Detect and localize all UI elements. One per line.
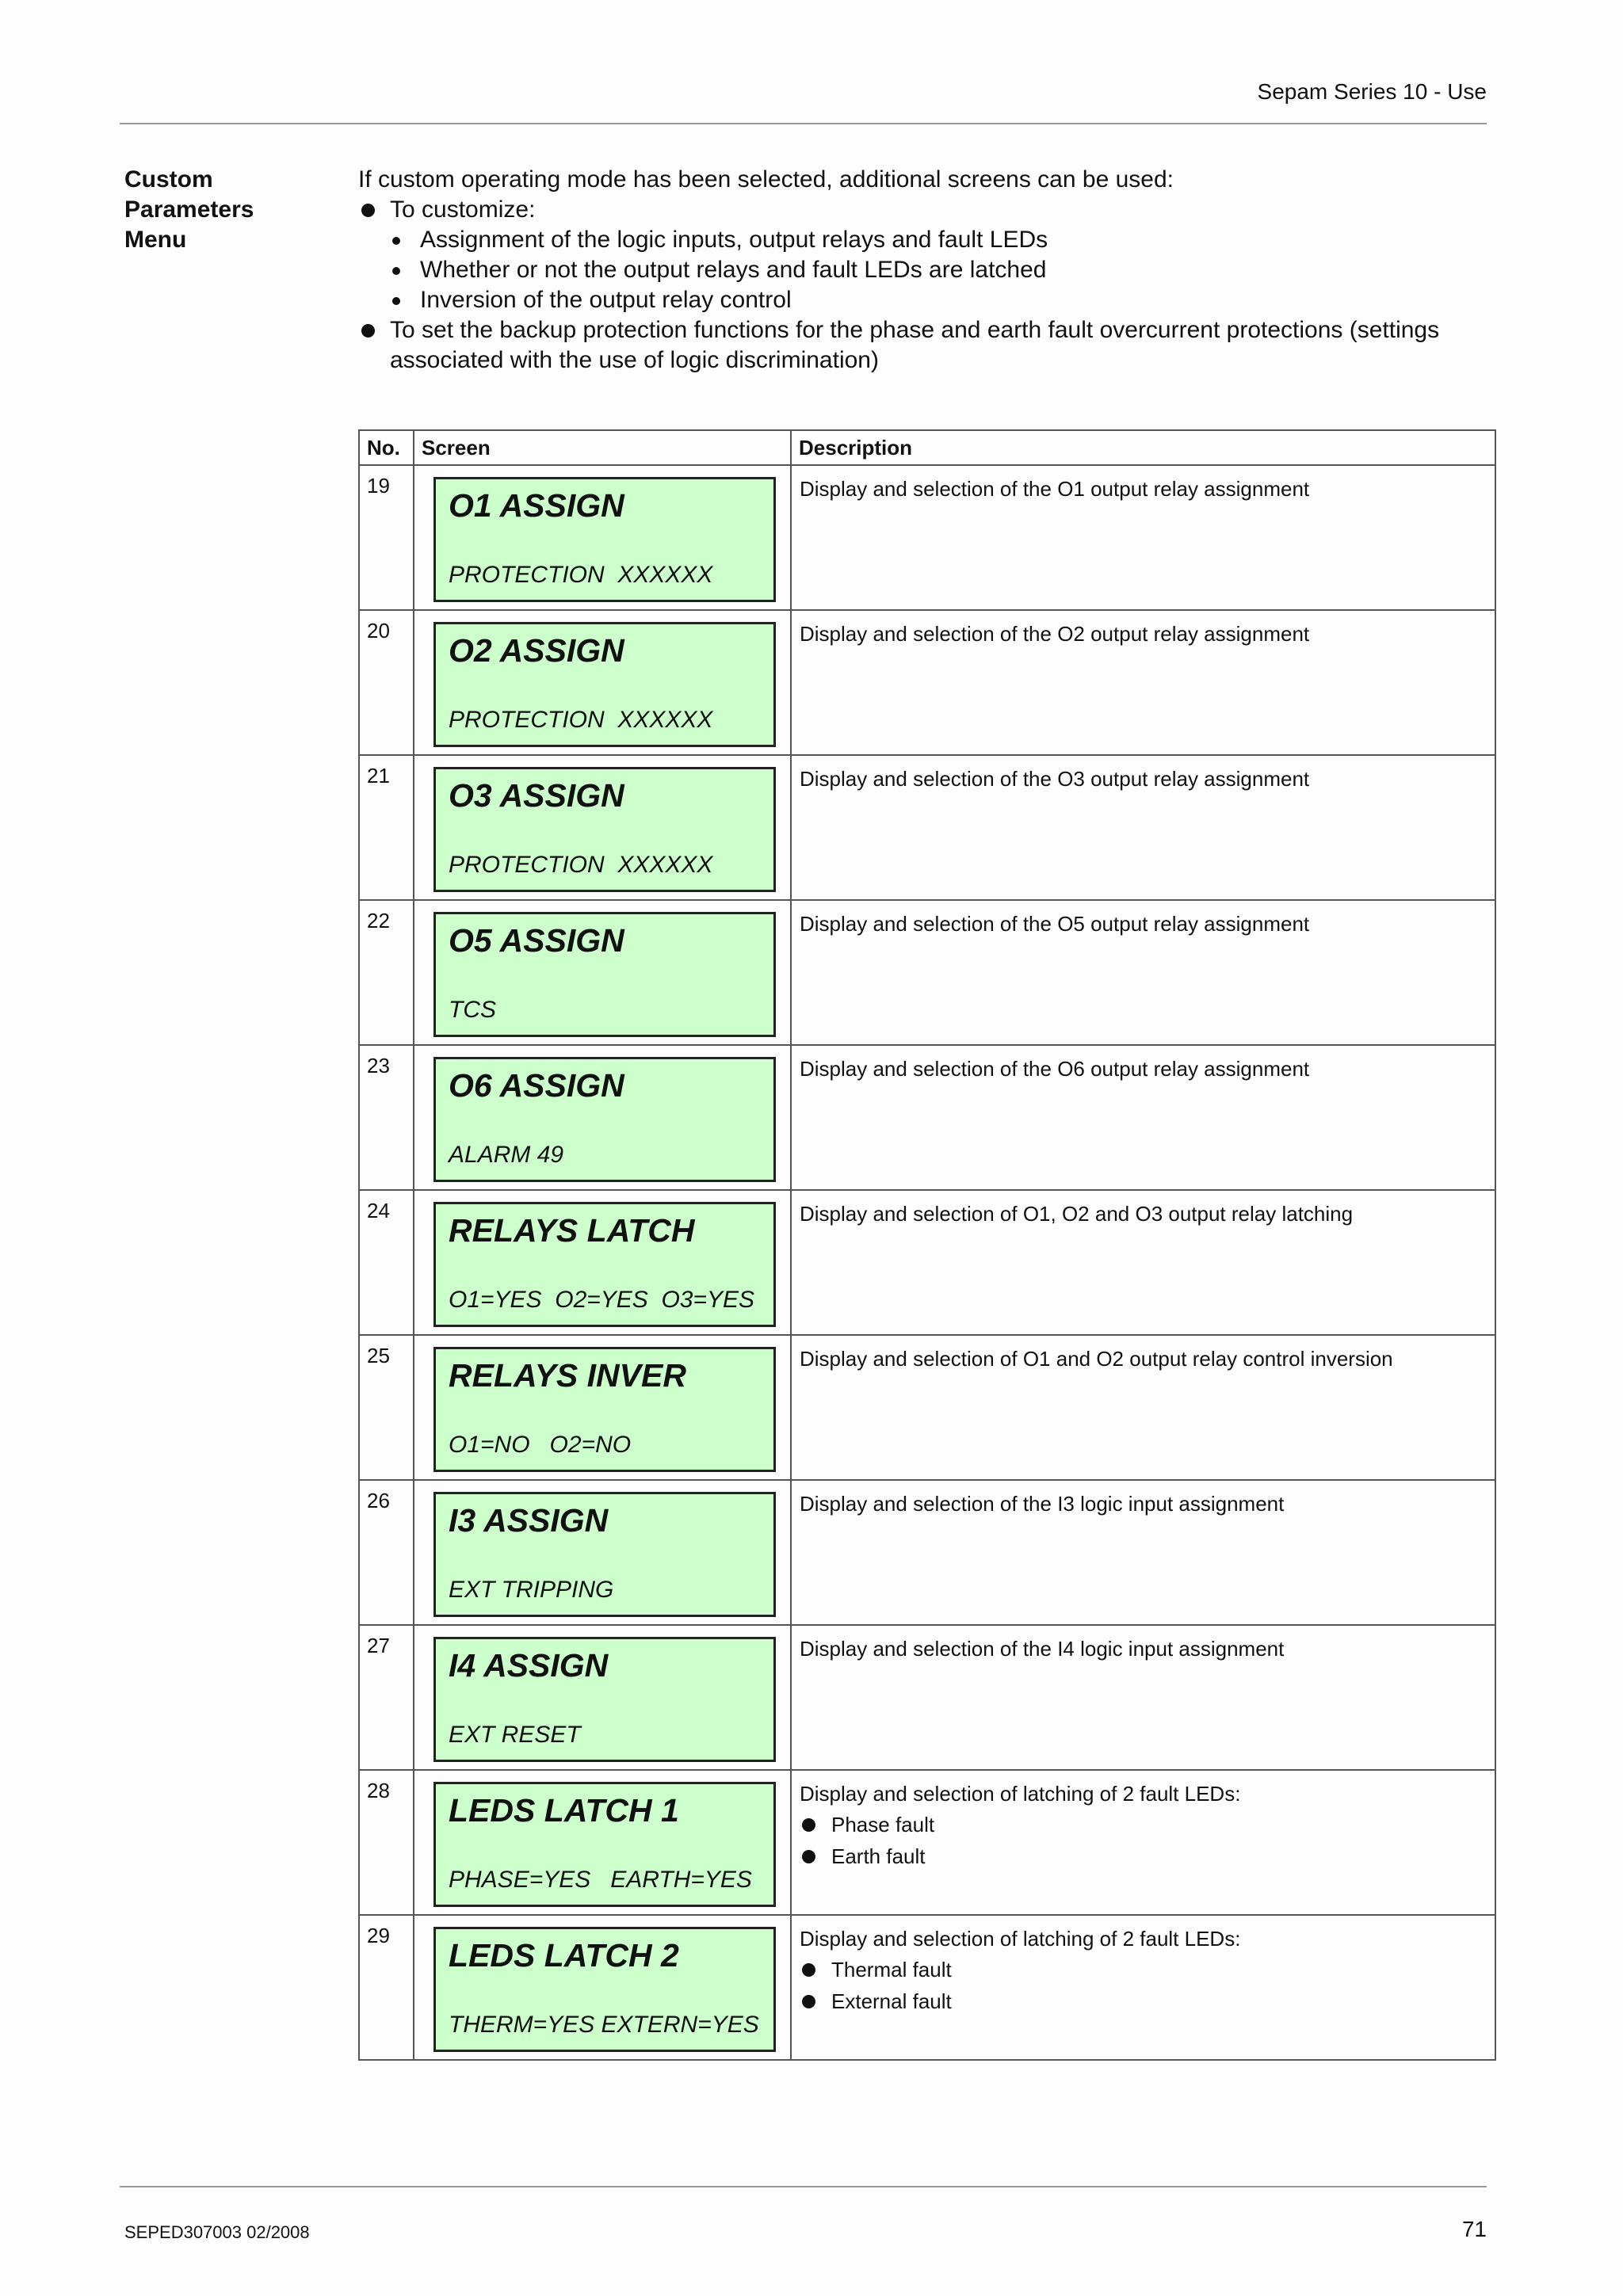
table-row xyxy=(359,1045,1495,1190)
bullet-icon xyxy=(392,237,400,245)
description-text: Display and selection of the O3 output relay assignment xyxy=(800,767,1310,791)
intro-bullet-continuation xyxy=(358,345,1499,376)
description-cell xyxy=(791,1915,1495,2060)
lcd-line-2: O1=NO O2=NO xyxy=(449,1432,632,1458)
row-number: 19 xyxy=(359,465,414,610)
intro-sub-bullet-text: Inversion of the output relay control xyxy=(420,287,792,313)
footer-rule xyxy=(120,2186,1487,2187)
description-cell xyxy=(791,1190,1495,1335)
screen-cell xyxy=(414,1045,791,1190)
description-bullet xyxy=(800,1954,1487,1985)
lcd-line-2: TCS xyxy=(449,997,496,1023)
lcd-line-1: LEDS LATCH 2 xyxy=(449,1937,679,1974)
lcd-line-2: EXT RESET xyxy=(449,1722,581,1748)
intro-bullet-text: To customize: xyxy=(390,196,536,223)
table-row xyxy=(359,900,1495,1045)
intro-sub-bullet xyxy=(358,255,1499,285)
lcd-line-2: THERM=YES EXTERN=YES xyxy=(449,2012,759,2038)
lcd-screen xyxy=(433,1202,776,1327)
table-row xyxy=(359,1625,1495,1770)
row-number: 24 xyxy=(359,1190,414,1335)
intro-bullet-text: To set the backup protection functions for the phase and earth fault overcurrent protections (settings xyxy=(390,317,1440,343)
description-cell xyxy=(791,1625,1495,1770)
row-number: 26 xyxy=(359,1480,414,1625)
description-bullet-text: Phase fault xyxy=(831,1813,935,1836)
page-header-title: Sepam Series 10 - Use xyxy=(1257,79,1487,104)
row-number: 27 xyxy=(359,1625,414,1770)
table-row xyxy=(359,755,1495,900)
row-number: 21 xyxy=(359,755,414,900)
intro-sub-bullet-text: Whether or not the output relays and fault LEDs are latched xyxy=(420,257,1047,283)
table-row xyxy=(359,465,1495,610)
lcd-line-2: PROTECTION XXXXXX xyxy=(449,852,713,878)
screens-table xyxy=(358,429,1496,2061)
intro-sub-bullet-text: Assignment of the logic inputs, output relays and fault LEDs xyxy=(420,227,1048,253)
screen-cell xyxy=(414,1335,791,1480)
bullet-icon xyxy=(802,1850,815,1863)
section-title xyxy=(124,165,254,255)
description-text: Display and selection of the I4 logic input assignment xyxy=(800,1637,1285,1661)
row-number: 28 xyxy=(359,1770,414,1915)
bullet-icon xyxy=(361,324,375,338)
bullet-icon xyxy=(802,1818,815,1832)
description-bullet xyxy=(800,1840,1487,1872)
description-cell xyxy=(791,900,1495,1045)
description-cell xyxy=(791,1335,1495,1480)
row-number: 29 xyxy=(359,1915,414,2060)
row-number: 22 xyxy=(359,900,414,1045)
description-text: Display and selection of O1 and O2 output relay control inversion xyxy=(800,1347,1393,1371)
table-header-row xyxy=(359,430,1495,465)
intro-lead: If custom operating mode has been selected, additional screens can be used: xyxy=(358,166,1174,193)
row-number: 25 xyxy=(359,1335,414,1480)
lcd-line-1: O2 ASSIGN xyxy=(449,632,624,669)
description-bullet xyxy=(800,1809,1487,1840)
table-row xyxy=(359,1190,1495,1335)
section-title-line: Custom xyxy=(124,166,213,193)
lcd-screen xyxy=(433,1347,776,1472)
footer-doc-ref: SEPED307003 02/2008 xyxy=(124,2222,310,2242)
lcd-screen xyxy=(433,1927,776,2052)
lcd-screen xyxy=(433,622,776,747)
row-number: 20 xyxy=(359,610,414,755)
description-cell xyxy=(791,465,1495,610)
screen-cell xyxy=(414,465,791,610)
lcd-line-1: RELAYS INVER xyxy=(449,1357,686,1394)
description-bullet-text: Earth fault xyxy=(831,1844,926,1868)
section-title-line: Menu xyxy=(124,227,187,253)
description-bullet-text: Thermal fault xyxy=(831,1958,952,1981)
description-text: Display and selection of the O6 output relay assignment xyxy=(800,1057,1310,1081)
lcd-line-2: ALARM 49 xyxy=(449,1142,564,1168)
column-header-description: Description xyxy=(791,430,1495,465)
description-bullet-text: External fault xyxy=(831,1989,952,2013)
description-cell xyxy=(791,610,1495,755)
description-text: Display and selection of the I3 logic input assignment xyxy=(800,1492,1285,1516)
intro-text xyxy=(358,165,1499,376)
lcd-line-1: O1 ASSIGN xyxy=(449,487,624,524)
lcd-line-1: LEDS LATCH 1 xyxy=(449,1792,679,1829)
lcd-line-2: PHASE=YES EARTH=YES xyxy=(449,1867,752,1893)
description-text: Display and selection of latching of 2 fault LEDs: xyxy=(800,1927,1241,1951)
intro-bullet xyxy=(358,315,1499,345)
header-rule xyxy=(120,123,1487,124)
intro-bullet xyxy=(358,195,1499,225)
lcd-line-1: I4 ASSIGN xyxy=(449,1647,609,1684)
screen-cell xyxy=(414,900,791,1045)
lcd-screen xyxy=(433,912,776,1037)
bullet-icon xyxy=(392,297,400,305)
lcd-screen xyxy=(433,1492,776,1617)
description-text: Display and selection of latching of 2 fault LEDs: xyxy=(800,1782,1241,1806)
lcd-line-2: O1=YES O2=YES O3=YES xyxy=(449,1287,755,1313)
description-cell xyxy=(791,755,1495,900)
bullet-icon xyxy=(802,1963,815,1977)
row-number: 23 xyxy=(359,1045,414,1190)
bullet-icon xyxy=(392,267,400,275)
table-row xyxy=(359,1915,1495,2060)
table-row xyxy=(359,1335,1495,1480)
lcd-screen xyxy=(433,1057,776,1182)
lcd-line-1: RELAYS LATCH xyxy=(449,1212,695,1249)
table-row xyxy=(359,1480,1495,1625)
description-cell xyxy=(791,1770,1495,1915)
description-bullet xyxy=(800,1985,1487,2017)
section-title-line: Parameters xyxy=(124,196,254,223)
lcd-line-2: EXT TRIPPING xyxy=(449,1577,614,1603)
lcd-line-1: O3 ASSIGN xyxy=(449,777,624,814)
intro-sub-bullet xyxy=(358,285,1499,315)
bullet-icon xyxy=(802,1995,815,2008)
description-text: Display and selection of the O2 output relay assignment xyxy=(800,622,1310,646)
description-text: Display and selection of the O5 output relay assignment xyxy=(800,912,1310,936)
screen-cell xyxy=(414,610,791,755)
screen-cell xyxy=(414,1770,791,1915)
lcd-screen xyxy=(433,767,776,892)
screen-cell xyxy=(414,755,791,900)
lcd-line-1: O5 ASSIGN xyxy=(449,922,624,959)
lcd-screen xyxy=(433,1637,776,1762)
column-header-no: No. xyxy=(359,430,414,465)
column-header-screen: Screen xyxy=(414,430,791,465)
screen-cell xyxy=(414,1915,791,2060)
bullet-icon xyxy=(361,204,375,217)
screen-cell xyxy=(414,1190,791,1335)
description-text: Display and selection of the O1 output relay assignment xyxy=(800,477,1310,501)
page-number: 71 xyxy=(1461,2217,1487,2241)
lcd-line-2: PROTECTION XXXXXX xyxy=(449,562,713,588)
intro-sub-bullet xyxy=(358,225,1499,255)
screen-cell xyxy=(414,1480,791,1625)
lcd-line-1: O6 ASSIGN xyxy=(449,1067,624,1104)
table-row xyxy=(359,1770,1495,1915)
screen-cell xyxy=(414,1625,791,1770)
lcd-screen xyxy=(433,1782,776,1907)
table-row xyxy=(359,610,1495,755)
description-cell xyxy=(791,1045,1495,1190)
lcd-screen xyxy=(433,477,776,602)
lcd-line-2: PROTECTION XXXXXX xyxy=(449,707,713,733)
intro-bullet-text: associated with the use of logic discrimination) xyxy=(390,347,879,373)
lcd-line-1: I3 ASSIGN xyxy=(449,1502,609,1539)
description-text: Display and selection of O1, O2 and O3 output relay latching xyxy=(800,1202,1354,1226)
description-cell xyxy=(791,1480,1495,1625)
